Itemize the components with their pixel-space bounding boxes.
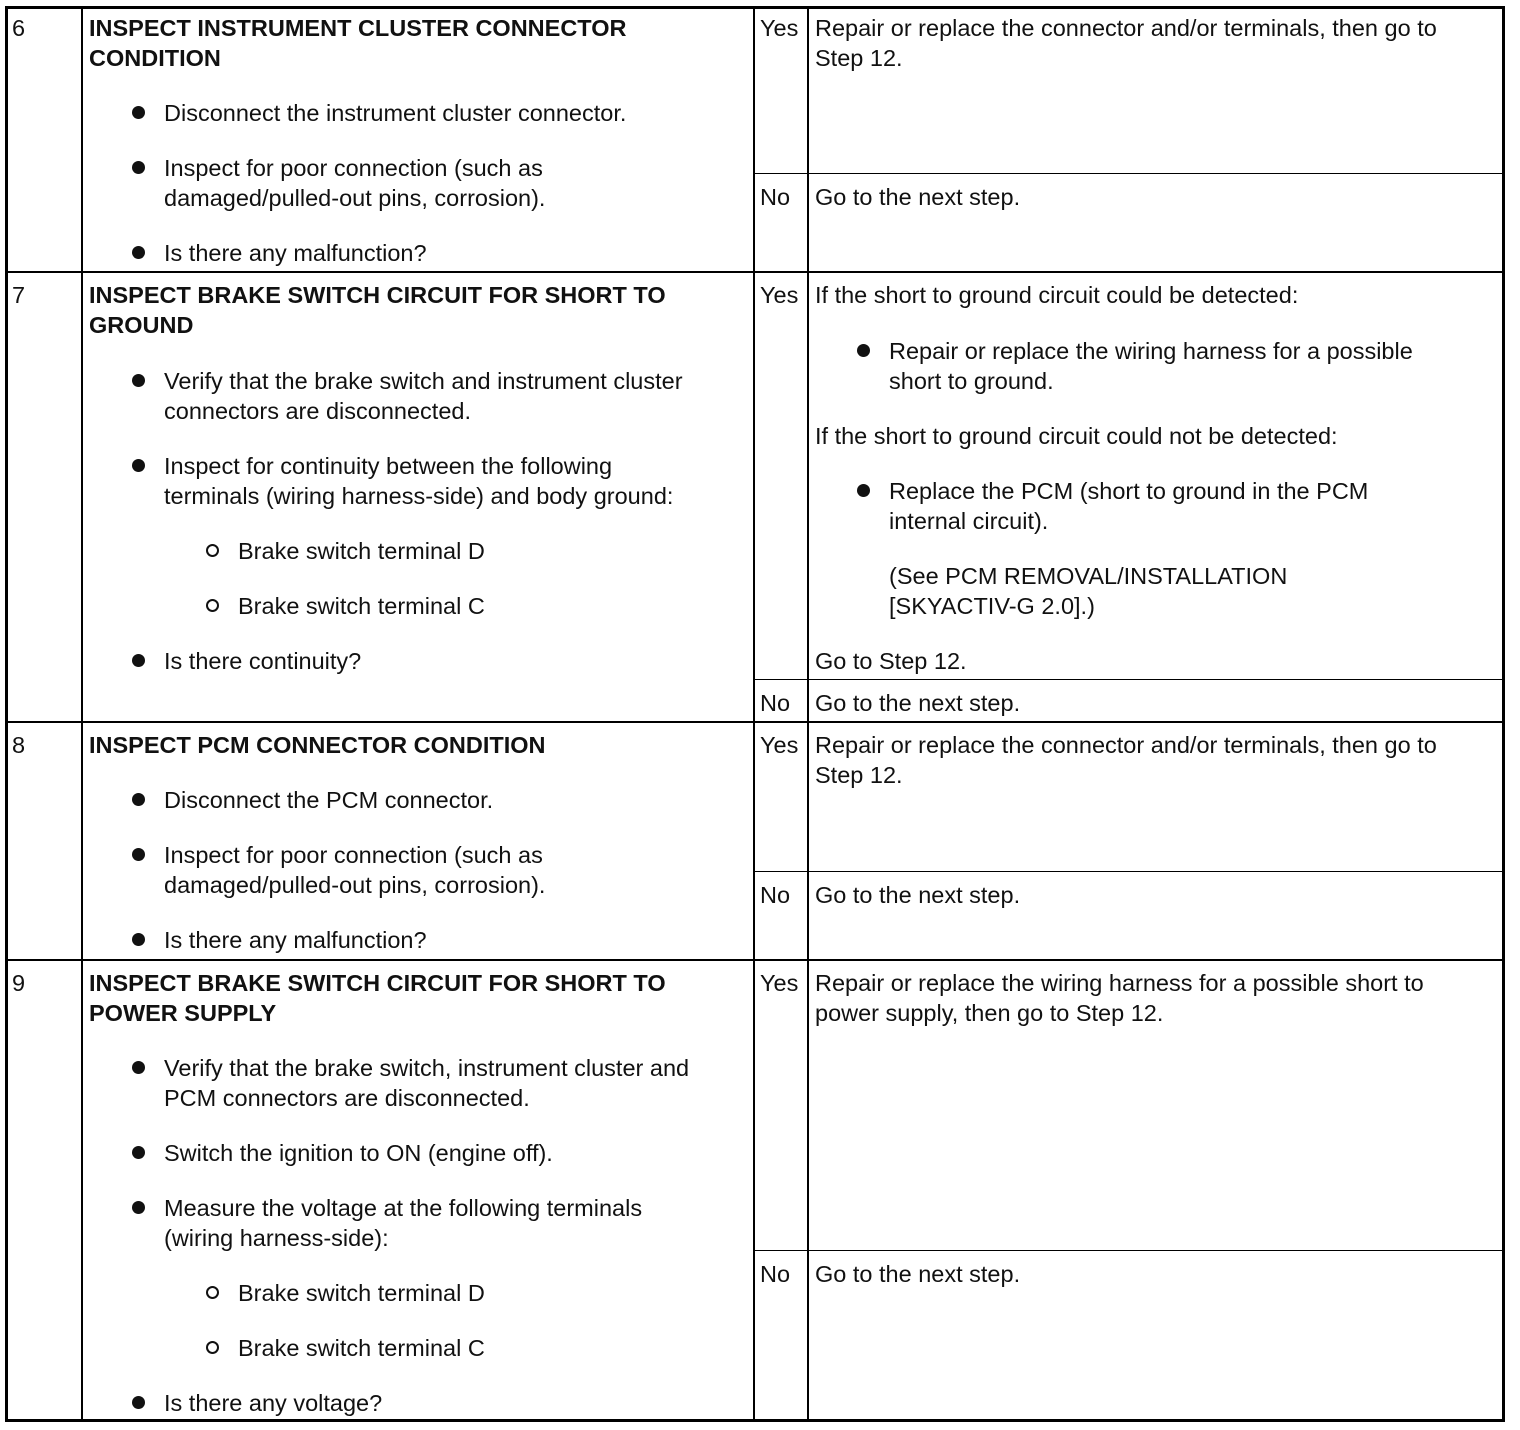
bullet-icon — [132, 654, 145, 667]
no-label: No — [760, 1261, 791, 1287]
instruction-text: Is there any malfunction? — [164, 240, 427, 266]
terminal-item: Brake switch terminal D — [238, 538, 485, 564]
bullet-icon — [857, 484, 870, 497]
bullet-icon — [132, 933, 145, 946]
instruction-text: Inspect for poor connection (such as — [164, 842, 543, 868]
instruction-text: Disconnect the instrument cluster connector. — [164, 100, 627, 126]
yes-action-text: Repair or replace the wiring harness for a possible — [889, 338, 1413, 364]
bullet-icon — [132, 459, 145, 472]
yes-condition-text: If the short to ground circuit could be detected: — [815, 282, 1299, 308]
row-divider — [8, 959, 1502, 961]
sub-bullet-icon — [206, 1341, 219, 1354]
yes-action-text: power supply, then go to Step 12. — [815, 1000, 1164, 1026]
no-label: No — [760, 882, 791, 908]
step-title: CONDITION — [89, 45, 221, 71]
instruction-text: Verify that the brake switch, instrument cluster and — [164, 1055, 690, 1081]
instruction-text: Is there continuity? — [164, 648, 362, 674]
step-number: 9 — [12, 970, 26, 996]
step-number: 6 — [12, 15, 26, 41]
instruction-text: (wiring harness-side): — [164, 1225, 389, 1251]
yes-label: Yes — [760, 970, 799, 996]
yes-action-text: Repair or replace the connector and/or terminals, then go to — [815, 15, 1437, 41]
instruction-text: Disconnect the PCM connector. — [164, 787, 494, 813]
instruction-text: damaged/pulled-out pins, corrosion). — [164, 872, 546, 898]
step-title: INSPECT INSTRUMENT CLUSTER CONNECTOR — [89, 15, 627, 41]
step-number: 7 — [12, 282, 26, 308]
terminal-item: Brake switch terminal C — [238, 1335, 485, 1361]
step-title: INSPECT BRAKE SWITCH CIRCUIT FOR SHORT TO — [89, 970, 666, 996]
step-title: GROUND — [89, 312, 194, 338]
instruction-text: connectors are disconnected. — [164, 398, 471, 424]
yes-label: Yes — [760, 15, 799, 41]
step-title: INSPECT PCM CONNECTOR CONDITION — [89, 732, 546, 758]
yes-action-text: short to ground. — [889, 368, 1054, 394]
sub-bullet-icon — [206, 1286, 219, 1299]
yes-no-divider — [753, 871, 1502, 872]
step-title: POWER SUPPLY — [89, 1000, 277, 1026]
bullet-icon — [132, 374, 145, 387]
terminal-item: Brake switch terminal D — [238, 1280, 485, 1306]
reference-link-text[interactable]: (See PCM REMOVAL/INSTALLATION — [889, 563, 1288, 589]
instruction-text: Switch the ignition to ON (engine off). — [164, 1140, 553, 1166]
yes-condition-text: If the short to ground circuit could not be detected: — [815, 423, 1338, 449]
instruction-text: Inspect for poor connection (such as — [164, 155, 543, 181]
yes-action-text: Step 12. — [815, 762, 903, 788]
bullet-icon — [132, 848, 145, 861]
bullet-icon — [132, 246, 145, 259]
yes-label: Yes — [760, 732, 799, 758]
sub-bullet-icon — [206, 599, 219, 612]
terminal-item: Brake switch terminal C — [238, 593, 485, 619]
no-action-text: Go to the next step. — [815, 690, 1021, 716]
bullet-icon — [857, 344, 870, 357]
yes-label: Yes — [760, 282, 799, 308]
instruction-text: damaged/pulled-out pins, corrosion). — [164, 185, 546, 211]
row-divider — [8, 721, 1502, 723]
bullet-icon — [132, 1146, 145, 1159]
step-title: INSPECT BRAKE SWITCH CIRCUIT FOR SHORT TO — [89, 282, 666, 308]
instruction-text: PCM connectors are disconnected. — [164, 1085, 530, 1111]
yes-no-divider — [753, 1250, 1502, 1251]
bullet-icon — [132, 1201, 145, 1214]
instruction-text: Is there any malfunction? — [164, 927, 427, 953]
bullet-icon — [132, 161, 145, 174]
instruction-text: terminals (wiring harness-side) and body ground: — [164, 483, 674, 509]
yes-no-divider — [753, 173, 1502, 174]
column-divider — [81, 9, 83, 1419]
yes-no-divider — [753, 679, 1502, 680]
no-action-text: Go to the next step. — [815, 1261, 1021, 1287]
yes-action-text: Repair or replace the wiring harness for a possible short to — [815, 970, 1424, 996]
reference-link-text[interactable]: [SKYACTIV-G 2.0].) — [889, 593, 1095, 619]
bullet-icon — [132, 1396, 145, 1409]
instruction-text: Measure the voltage at the following terminals — [164, 1195, 643, 1221]
instruction-text: Is there any voltage? — [164, 1390, 383, 1416]
yes-action-text: Repair or replace the connector and/or terminals, then go to — [815, 732, 1437, 758]
no-label: No — [760, 184, 791, 210]
sub-bullet-icon — [206, 544, 219, 557]
yes-action-text: internal circuit). — [889, 508, 1049, 534]
bullet-icon — [132, 1061, 145, 1074]
no-action-text: Go to the next step. — [815, 184, 1021, 210]
column-divider — [807, 9, 809, 1419]
bullet-icon — [132, 106, 145, 119]
step-number: 8 — [12, 732, 26, 758]
column-divider — [753, 9, 755, 1419]
yes-action-text: Replace the PCM (short to ground in the PCM — [889, 478, 1369, 504]
bullet-icon — [132, 793, 145, 806]
yes-action-text: Step 12. — [815, 45, 903, 71]
no-action-text: Go to the next step. — [815, 882, 1021, 908]
no-label: No — [760, 690, 791, 716]
instruction-text: Verify that the brake switch and instrument cluster — [164, 368, 683, 394]
row-divider — [8, 271, 1502, 273]
instruction-text: Inspect for continuity between the following — [164, 453, 613, 479]
yes-goto-text: Go to Step 12. — [815, 648, 967, 674]
